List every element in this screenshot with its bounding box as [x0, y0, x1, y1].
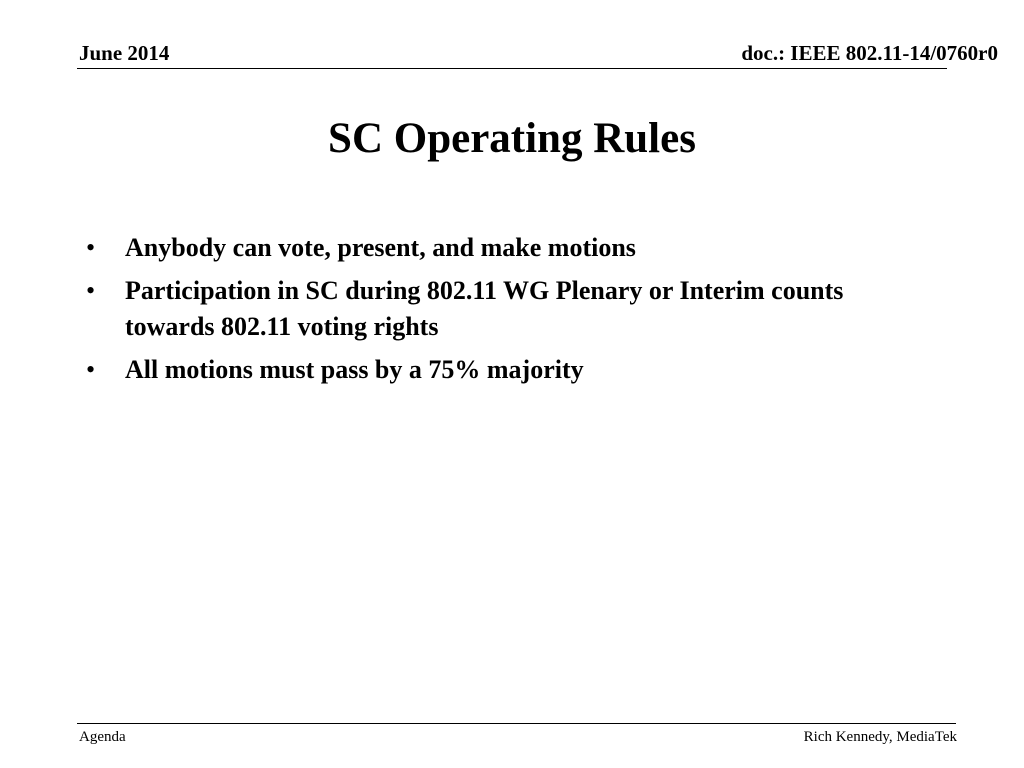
bullet-text: Participation in SC during 802.11 WG Plenary or Interim counts towards 802.11 voting rights	[125, 276, 844, 341]
header-date: June 2014	[79, 41, 170, 65]
header-divider	[77, 68, 947, 69]
footer-author: Rich Kennedy, MediaTek	[803, 729, 957, 745]
bullet-item	[86, 352, 906, 388]
bullet-icon: •	[86, 276, 96, 305]
slide-title: SC Operating Rules	[328, 115, 696, 162]
header-doc-id: doc.: IEEE 802.11-14/0760r0	[741, 41, 998, 65]
bullet-item	[86, 273, 906, 345]
bullet-item	[86, 230, 906, 266]
bullet-text: All motions must pass by a 75% majority	[125, 355, 584, 384]
bullet-icon: •	[86, 233, 96, 262]
bullet-text: Anybody can vote, present, and make motions	[125, 233, 636, 262]
footer-divider	[77, 723, 956, 724]
bullet-list	[86, 230, 906, 395]
bullet-icon: •	[86, 355, 96, 384]
footer-left-text: Agenda	[79, 729, 126, 745]
